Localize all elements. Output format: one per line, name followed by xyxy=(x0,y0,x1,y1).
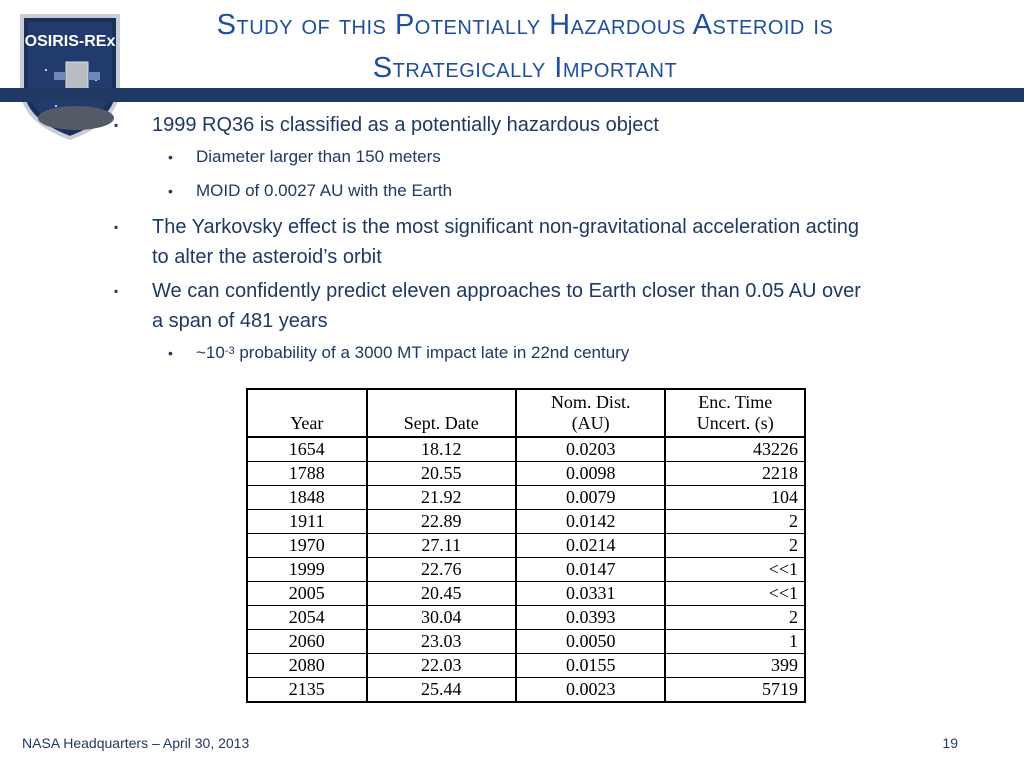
cell-nom-dist: 0.0142 xyxy=(516,510,665,534)
header-sept-date: Sept. Date xyxy=(367,389,516,437)
cell-sept-date: 22.03 xyxy=(367,654,516,678)
cell-year: 1848 xyxy=(247,486,367,510)
table-header-row xyxy=(247,389,805,437)
table-row xyxy=(247,606,805,630)
slide-title xyxy=(160,4,890,90)
cell-sept-date: 22.76 xyxy=(367,558,516,582)
cell-sept-date: 18.12 xyxy=(367,437,516,462)
cell-nom-dist: 0.0214 xyxy=(516,534,665,558)
sub-bullet-prefix: ~10 xyxy=(196,343,225,362)
cell-year: 2054 xyxy=(247,606,367,630)
cell-nom-dist: 0.0393 xyxy=(516,606,665,630)
footer-text: NASA Headquarters – April 30, 2013 xyxy=(22,735,250,751)
approach-table xyxy=(246,388,806,703)
bullet-text: We can confidently predict eleven approaches to Earth closer than 0.05 AU over a span of 481 years xyxy=(152,280,861,332)
table-row xyxy=(247,678,805,703)
table-row xyxy=(247,510,805,534)
cell-year: 2135 xyxy=(247,678,367,703)
bullet-text: The Yarkovsky effect is the most significant non-gravitational acceleration acting to alter the asteroid’s orbit xyxy=(152,216,860,268)
table-body xyxy=(247,437,805,702)
cell-nom-dist: 0.0147 xyxy=(516,558,665,582)
cell-nom-dist: 0.0023 xyxy=(516,678,665,703)
cell-enc-time: 399 xyxy=(665,654,805,678)
cell-enc-time: 5719 xyxy=(665,678,805,703)
logo-text: OSIRIS-REx xyxy=(24,33,116,50)
bullet-text: 1999 RQ36 is classified as a potentially hazardous object xyxy=(152,114,659,136)
cell-enc-time: 2218 xyxy=(665,462,805,486)
cell-year: 2080 xyxy=(247,654,367,678)
cell-sept-date: 30.04 xyxy=(367,606,516,630)
cell-nom-dist: 0.0331 xyxy=(516,582,665,606)
cell-sept-date: 22.89 xyxy=(367,510,516,534)
bullet-item xyxy=(110,110,870,140)
cell-sept-date: 20.45 xyxy=(367,582,516,606)
square-bullet-icon: ▪ xyxy=(114,220,119,234)
osiris-rex-logo xyxy=(16,10,124,142)
cell-nom-dist: 0.0155 xyxy=(516,654,665,678)
cell-enc-time: <<1 xyxy=(665,582,805,606)
title-line-1: Study of this Potentially Hazardous Asteroid is xyxy=(216,9,834,41)
table-row xyxy=(247,462,805,486)
table-row xyxy=(247,437,805,462)
cell-sept-date: 23.03 xyxy=(367,630,516,654)
square-bullet-icon: ▪ xyxy=(114,118,119,132)
dot-bullet-icon: • xyxy=(168,345,173,361)
sub-bullet-item xyxy=(110,178,870,204)
cell-year: 1970 xyxy=(247,534,367,558)
sub-bullet-exponent: -3 xyxy=(224,345,235,357)
cell-year: 1999 xyxy=(247,558,367,582)
cell-enc-time: 2 xyxy=(665,534,805,558)
header-enc-time: Enc. Time Uncert. (s) xyxy=(665,389,805,437)
sub-bullet-text: MOID of 0.0027 AU with the Earth xyxy=(196,181,453,200)
header-year: Year xyxy=(247,389,367,437)
bullet-item xyxy=(110,212,870,272)
cell-year: 2060 xyxy=(247,630,367,654)
bullet-list xyxy=(110,110,870,374)
square-bullet-icon: ▪ xyxy=(114,284,119,298)
cell-enc-time: 43226 xyxy=(665,437,805,462)
cell-enc-time: 104 xyxy=(665,486,805,510)
cell-nom-dist: 0.0098 xyxy=(516,462,665,486)
table-row xyxy=(247,486,805,510)
table-row xyxy=(247,654,805,678)
table-row xyxy=(247,582,805,606)
sub-bullet-suffix: probability of a 3000 MT impact late in 22nd century xyxy=(234,343,630,362)
cell-sept-date: 20.55 xyxy=(367,462,516,486)
cell-year: 1654 xyxy=(247,437,367,462)
table-row xyxy=(247,534,805,558)
table-row xyxy=(247,558,805,582)
bullet-item xyxy=(110,276,870,336)
header-nom-dist: Nom. Dist. (AU) xyxy=(516,389,665,437)
cell-sept-date: 27.11 xyxy=(367,534,516,558)
dot-bullet-icon: • xyxy=(168,149,173,165)
cell-nom-dist: 0.0050 xyxy=(516,630,665,654)
cell-year: 1788 xyxy=(247,462,367,486)
cell-enc-time: 2 xyxy=(665,510,805,534)
cell-nom-dist: 0.0203 xyxy=(516,437,665,462)
cell-sept-date: 21.92 xyxy=(367,486,516,510)
sub-bullet-item xyxy=(110,144,870,170)
cell-sept-date: 25.44 xyxy=(367,678,516,703)
title-band xyxy=(0,88,1024,102)
cell-enc-time: 2 xyxy=(665,606,805,630)
cell-enc-time: 1 xyxy=(665,630,805,654)
title-line-2: Strategically Important xyxy=(372,52,678,84)
cell-nom-dist: 0.0079 xyxy=(516,486,665,510)
cell-year: 1911 xyxy=(247,510,367,534)
page-number: 19 xyxy=(942,735,958,751)
sub-bullet-text: Diameter larger than 150 meters xyxy=(196,147,441,166)
sub-bullet-item xyxy=(110,340,870,366)
cell-enc-time: <<1 xyxy=(665,558,805,582)
dot-bullet-icon: • xyxy=(168,183,173,199)
table-row xyxy=(247,630,805,654)
cell-year: 2005 xyxy=(247,582,367,606)
